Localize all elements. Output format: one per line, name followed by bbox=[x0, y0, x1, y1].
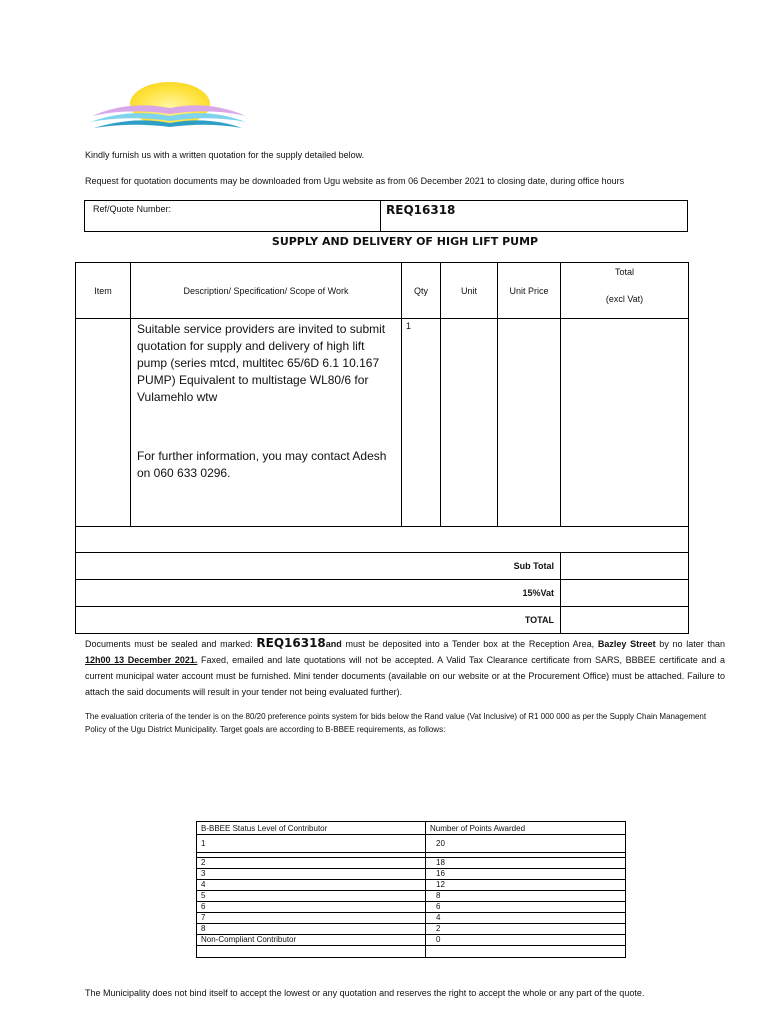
header-unit-price: Unit Price bbox=[498, 263, 561, 319]
blank-row bbox=[76, 527, 689, 553]
ref-box bbox=[84, 200, 688, 232]
bbbee-points-cell: 16 bbox=[426, 869, 626, 880]
bbbee-level-cell: 6 bbox=[197, 902, 426, 913]
bbbee-points-cell: 4 bbox=[426, 913, 626, 924]
instructions-and: and bbox=[325, 639, 342, 649]
bbbee-points-cell: 20 bbox=[426, 835, 626, 853]
header-qty: Qty bbox=[402, 263, 441, 319]
intro-line-2: Request for quotation documents may be downloaded from Ugu website as from 06 December 2021 to closing date, during office hours bbox=[85, 176, 625, 186]
header-item: Item bbox=[76, 263, 131, 319]
vat-label: 15%Vat bbox=[76, 580, 561, 607]
bbbee-points-cell: 6 bbox=[426, 902, 626, 913]
subtotal-label: Sub Total bbox=[76, 553, 561, 580]
total-label: TOTAL bbox=[76, 607, 561, 634]
header-total-line2: (excl Vat) bbox=[605, 294, 644, 304]
total-value bbox=[561, 607, 689, 634]
bbbee-level-cell: 7 bbox=[197, 913, 426, 924]
bbbee-level-cell: Non-Compliant Contributor bbox=[197, 935, 426, 946]
row-description-cell bbox=[131, 319, 402, 527]
instructions-text-3: by no later than bbox=[655, 639, 725, 649]
bbbee-level-cell: 1 bbox=[197, 835, 426, 853]
evaluation-paragraph: The evaluation criteria of the tender is on the 80/20 preference points system for bids below the Rand value (Vat Inclusive) of R1 000 000 as per the Supply Chain Management Policy of the Ugu District Municipality. Target goals are according to B-BBEE requirements, as follows: bbox=[85, 712, 707, 734]
instructions-ref: REQ16318 bbox=[256, 636, 326, 650]
header-total-line1: Total bbox=[614, 267, 634, 277]
ref-number: REQ16318 bbox=[386, 203, 456, 217]
instructions-text-2: must be deposited into a Tender box at the Reception Area, bbox=[341, 639, 598, 649]
ref-divider bbox=[380, 201, 381, 231]
quote-table bbox=[75, 262, 689, 634]
instructions-paragraph bbox=[85, 635, 725, 700]
page-title: SUPPLY AND DELIVERY OF HIGH LIFT PUMP bbox=[271, 235, 539, 248]
header-total bbox=[561, 263, 689, 319]
bbbee-level-cell: 2 bbox=[197, 858, 426, 869]
instructions-deadline: 12h00 13 December 2021. bbox=[85, 655, 198, 665]
row-total-cell bbox=[561, 319, 689, 527]
intro-line-1: Kindly furnish us with a written quotation for the supply detailed below. bbox=[85, 150, 365, 160]
bbbee-points-cell: 12 bbox=[426, 880, 626, 891]
bbbee-points-cell: 0 bbox=[426, 935, 626, 946]
bbbee-table bbox=[196, 821, 626, 958]
bbbee-empty-cell bbox=[426, 946, 626, 958]
footer-note: The Municipality does not bind itself to accept the lowest or any quotation and reserves the right to accept the whole or any part of the quote. bbox=[85, 988, 645, 998]
row-unit-cell bbox=[441, 319, 498, 527]
municipality-logo bbox=[88, 78, 248, 134]
vat-value bbox=[561, 580, 689, 607]
row-item-cell bbox=[76, 319, 131, 527]
bbbee-empty-cell bbox=[197, 946, 426, 958]
bbbee-header-level: B-BBEE Status Level of Contributor bbox=[197, 822, 426, 835]
row-description-para2: For further information, you may contact Adesh on 060 633 0296. bbox=[137, 449, 387, 480]
row-qty-cell: 1 bbox=[402, 319, 441, 527]
instructions-text-1: Documents must be sealed and marked: bbox=[85, 639, 257, 649]
row-unit-price-cell bbox=[498, 319, 561, 527]
header-description: Description/ Specification/ Scope of Work bbox=[131, 263, 402, 319]
row-description-para1: Suitable service providers are invited to submit quotation for supply and delivery of high lift pump (series mtcd, multitec 65/6D 6.1 10.167 PUMP) Equivalent to multistage WL80/6 for Vulamehlo wtw bbox=[137, 322, 386, 404]
bbbee-level-cell: 3 bbox=[197, 869, 426, 880]
bbbee-points-cell: 18 bbox=[426, 858, 626, 869]
bbbee-level-cell: 4 bbox=[197, 880, 426, 891]
instructions-text-4: Faxed, emailed and late quotations will not be accepted. A Valid Tax Clearance certificate from SARS, BBBEE certificate and a current municipal water account must be furnished. Mini tender documents (available on our website or at the Procurement Office) must be attached. Failure to attach the said documents will result in your tender not being evaluated further). bbox=[85, 655, 725, 697]
bbbee-points-cell: 2 bbox=[426, 924, 626, 935]
header-unit: Unit bbox=[441, 263, 498, 319]
bbbee-points-cell: 8 bbox=[426, 891, 626, 902]
bbbee-level-cell: 8 bbox=[197, 924, 426, 935]
bbbee-header-points: Number of Points Awarded bbox=[426, 822, 626, 835]
ref-label: Ref/Quote Number: bbox=[93, 204, 172, 214]
bbbee-level-cell: 5 bbox=[197, 891, 426, 902]
instructions-location: Bazley Street bbox=[597, 639, 656, 649]
subtotal-value bbox=[561, 553, 689, 580]
